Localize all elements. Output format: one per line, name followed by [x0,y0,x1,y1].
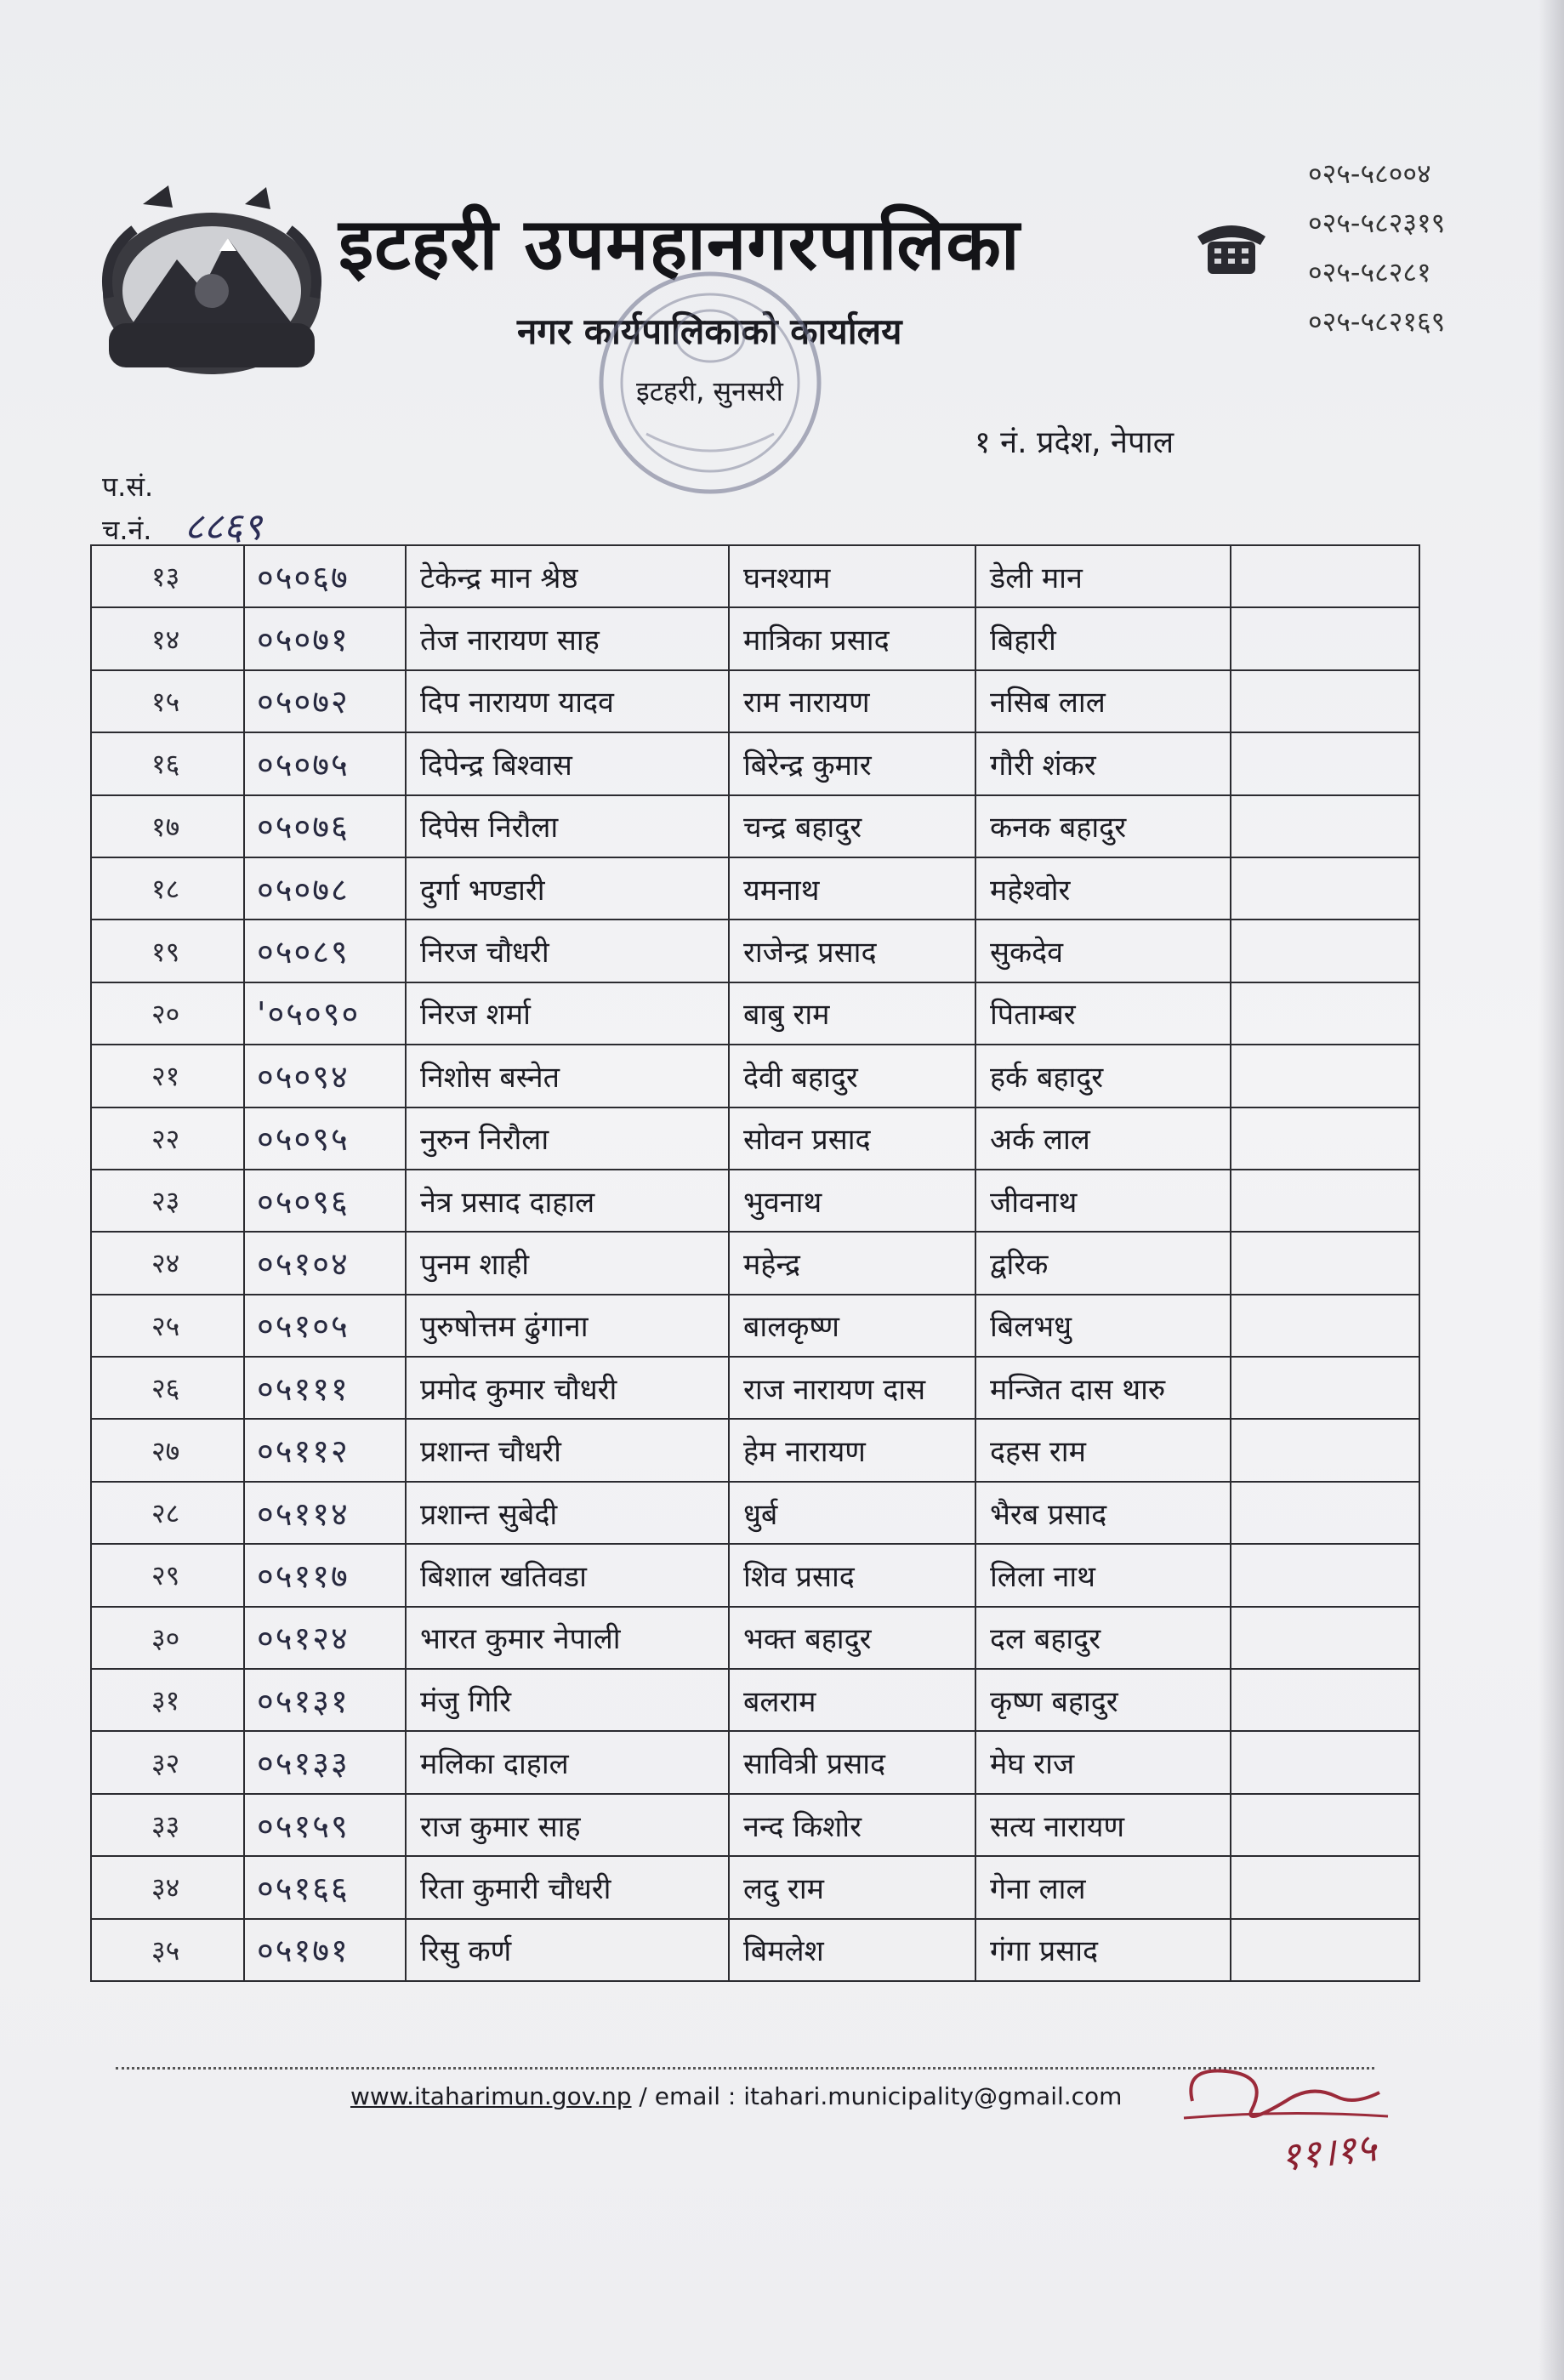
serial-number-cell: ३५ [91,1919,244,1981]
website-link[interactable]: www.itaharimun.gov.np [350,2082,632,2110]
grandfather-name-cell: मेघ राज [975,1731,1231,1793]
grandfather-name-cell: दल बहादुर [975,1607,1231,1669]
table-row [91,1919,1419,1981]
phone-numbers [1308,155,1445,352]
registration-number-cell: ०५०७८ [244,857,406,920]
serial-number-cell: ३२ [91,1731,244,1793]
candidate-name-cell: राज कुमार साह [406,1794,729,1856]
table-row [91,982,1419,1045]
remarks-cell [1231,1669,1419,1731]
remarks-cell [1231,670,1419,732]
office-city: इटहरी, सुनसरी [636,375,783,407]
remarks-cell [1231,1295,1419,1357]
candidate-name-cell: पुनम शाही [406,1232,729,1294]
table-row [91,545,1419,607]
grandfather-name-cell: पिताम्बर [975,982,1231,1045]
serial-number-cell: २५ [91,1295,244,1357]
remarks-cell [1231,732,1419,794]
father-name-cell: बालकृष्ण [729,1295,975,1357]
candidate-name-cell: मलिका दाहाल [406,1731,729,1793]
municipality-title: इटहरी उपमहानगरपालिका [338,202,1021,286]
candidate-name-cell: दिप नारायण यादव [406,670,729,732]
serial-number-cell: २२ [91,1107,244,1170]
serial-number-cell: ३३ [91,1794,244,1856]
registration-number-cell: ०५०९६ [244,1170,406,1232]
serial-number-cell: २४ [91,1232,244,1294]
remarks-cell [1231,1607,1419,1669]
table-row [91,1295,1419,1357]
serial-number-cell: १३ [91,545,244,607]
registration-number-cell: '०५०९० [244,982,406,1045]
registration-number-cell: ०५१७१ [244,1919,406,1981]
email-text: / email : itahari.municipality@gmail.com [631,2082,1123,2110]
candidate-name-cell: प्रशान्त चौधरी [406,1419,729,1481]
remarks-cell [1231,545,1419,607]
grandfather-name-cell: द्वरिक [975,1232,1231,1294]
father-name-cell: धुर्ब [729,1482,975,1544]
candidate-name-cell: पुरुषोत्तम ढुंगाना [406,1295,729,1357]
serial-number-cell: ३४ [91,1856,244,1918]
table-row [91,732,1419,794]
grandfather-name-cell: दहस राम [975,1419,1231,1481]
grandfather-name-cell: भैरब प्रसाद [975,1482,1231,1544]
table-row [91,1669,1419,1731]
candidate-name-cell: प्रमोद कुमार चौधरी [406,1357,729,1419]
remarks-cell [1231,1482,1419,1544]
father-name-cell: लदु राम [729,1856,975,1918]
grandfather-name-cell: जीवनाथ [975,1170,1231,1232]
grandfather-name-cell: मन्जित दास थारु [975,1357,1231,1419]
serial-number-cell: २६ [91,1357,244,1419]
table-row [91,1794,1419,1856]
remarks-cell [1231,1794,1419,1856]
father-name-cell: बाबु राम [729,982,975,1045]
registration-number-cell: ०५०७५ [244,732,406,794]
grandfather-name-cell: डेली मान [975,545,1231,607]
registration-number-cell: ०५०६७ [244,545,406,607]
remarks-cell [1231,857,1419,920]
candidate-name-cell: दिपेस निरौला [406,795,729,857]
candidate-name-cell: नेत्र प्रसाद दाहाल [406,1170,729,1232]
father-name-cell: नन्द किशोर [729,1794,975,1856]
table-row [91,1856,1419,1918]
table-row [91,795,1419,857]
candidate-name-cell: निशोस बस्नेत [406,1045,729,1107]
father-name-cell: बिमलेश [729,1919,975,1981]
candidate-name-cell: दुर्गा भण्डारी [406,857,729,920]
candidate-name-cell: रिता कुमारी चौधरी [406,1856,729,1918]
table-row [91,1607,1419,1669]
registration-number-cell: ०५०७६ [244,795,406,857]
remarks-cell [1231,1232,1419,1294]
serial-number-cell: १७ [91,795,244,857]
grandfather-name-cell: गंगा प्रसाद [975,1919,1231,1981]
serial-number-cell: ३१ [91,1669,244,1731]
office-subtitle: नगर कार्यपालिकाको कार्यालय [517,310,902,352]
table-row [91,1170,1419,1232]
serial-number-cell: १८ [91,857,244,920]
footer-contact [350,2082,1122,2110]
registration-number-cell: ०५११४ [244,1482,406,1544]
candidate-name-cell: टेकेन्द्र मान श्रेष्ठ [406,545,729,607]
registration-number-cell: ०५०९५ [244,1107,406,1170]
table-row [91,1419,1419,1481]
candidate-name-cell: नुरुन निरौला [406,1107,729,1170]
candidate-name-cell: निरज शर्मा [406,982,729,1045]
father-name-cell: भक्त बहादुर [729,1607,975,1669]
table-row [91,607,1419,669]
office-province: १ नं. प्रदेश, नेपाल [975,425,1174,460]
registration-number-cell: ०५११२ [244,1419,406,1481]
reference-block [102,466,262,550]
candidate-name-cell: प्रशान्त सुबेदी [406,1482,729,1544]
registration-number-cell: ०५१०५ [244,1295,406,1357]
grandfather-name-cell: नसिब लाल [975,670,1231,732]
grandfather-name-cell: महेश्वोर [975,857,1231,920]
candidate-name-cell: दिपेन्द्र बिश्वास [406,732,729,794]
grandfather-name-cell: हर्क बहादुर [975,1045,1231,1107]
table-row [91,1731,1419,1793]
candidate-name-cell: बिशाल खतिवडा [406,1544,729,1606]
grandfather-name-cell: गौरी शंकर [975,732,1231,794]
father-name-cell: सोवन प्रसाद [729,1107,975,1170]
father-name-cell: भुवनाथ [729,1170,975,1232]
father-name-cell: सावित्री प्रसाद [729,1731,975,1793]
chalani-number: ८८६९ [184,505,263,549]
remarks-cell [1231,1045,1419,1107]
grandfather-name-cell: कनक बहादुर [975,795,1231,857]
candidate-name-cell: निरज चौधरी [406,920,729,982]
serial-number-cell: १९ [91,920,244,982]
registration-number-cell: ०५१०४ [244,1232,406,1294]
phone-number: ०२५-५८२१६९ [1308,305,1446,338]
serial-number-cell: २९ [91,1544,244,1606]
father-name-cell: शिव प्रसाद [729,1544,975,1606]
table-row [91,1544,1419,1606]
grandfather-name-cell: कृष्ण बहादुर [975,1669,1231,1731]
remarks-cell [1231,1357,1419,1419]
registration-number-cell: ०५०८९ [244,920,406,982]
serial-number-cell: ३० [91,1607,244,1669]
grandfather-name-cell: लिला नाथ [975,1544,1231,1606]
remarks-cell [1231,1544,1419,1606]
remarks-cell [1231,1731,1419,1793]
office-stamp [587,255,833,510]
grandfather-name-cell: सुकदेव [975,920,1231,982]
remarks-cell [1231,1919,1419,1981]
father-name-cell: चन्द्र बहादुर [729,795,975,857]
remarks-cell [1231,795,1419,857]
registration-number-cell: ०५१३१ [244,1669,406,1731]
registration-number-cell: ०५१३३ [244,1731,406,1793]
candidate-name-cell: मंजु गिरि [406,1669,729,1731]
table-row [91,1045,1419,1107]
phone-number: ०२५-५८२३१९ [1308,207,1446,239]
serial-number-cell: २३ [91,1170,244,1232]
father-name-cell: राम नारायण [729,670,975,732]
candidate-name-cell: भारत कुमार नेपाली [406,1607,729,1669]
table-row [91,857,1419,920]
registration-number-cell: ०५११७ [244,1544,406,1606]
serial-number-cell: १५ [91,670,244,732]
table-row [91,670,1419,732]
remarks-cell [1231,607,1419,669]
serial-number-cell: २१ [91,1045,244,1107]
serial-number-cell: १६ [91,732,244,794]
registration-number-cell: ०५०९४ [244,1045,406,1107]
remarks-cell [1231,1170,1419,1232]
patra-sankhya-label: प.सं. [102,470,154,503]
remarks-cell [1231,920,1419,982]
serial-number-cell: २० [91,982,244,1045]
table-row [91,1357,1419,1419]
father-name-cell: बिरेन्द्र कुमार [729,732,975,794]
remarks-cell [1231,1856,1419,1918]
remarks-cell [1231,1419,1419,1481]
registration-number-cell: ०५१५९ [244,1794,406,1856]
father-name-cell: हेम नारायण [729,1419,975,1481]
registration-number-cell: ०५१२४ [244,1607,406,1669]
paper-edge-shadow [1538,0,1564,2380]
remarks-cell [1231,982,1419,1045]
nepal-emblem-icon [92,179,332,391]
grandfather-name-cell: सत्य नारायण [975,1794,1231,1856]
phone-number: ०२५-५८२८१ [1308,256,1431,288]
table-row [91,920,1419,982]
father-name-cell: महेन्द्र [729,1232,975,1294]
phone-number: ०२५-५८००४ [1308,157,1431,190]
registration-number-cell: ०५१११ [244,1357,406,1419]
grandfather-name-cell: बिलभधु [975,1295,1231,1357]
candidate-table [90,544,1420,1982]
candidate-name-cell: रिसु कर्ण [406,1919,729,1981]
table-row [91,1232,1419,1294]
father-name-cell: घनश्याम [729,545,975,607]
grandfather-name-cell: गेना लाल [975,1856,1231,1918]
father-name-cell: देवी बहादुर [729,1045,975,1107]
father-name-cell: मात्रिका प्रसाद [729,607,975,669]
father-name-cell: यमनाथ [729,857,975,920]
chalani-label: च.नं. [102,514,152,546]
serial-number-cell: २८ [91,1482,244,1544]
candidate-name-cell: तेज नारायण साह [406,607,729,669]
grandfather-name-cell: अर्क लाल [975,1107,1231,1170]
signature-number: ११।१५ [1277,2124,1379,2180]
grandfather-name-cell: बिहारी [975,607,1231,669]
registration-number-cell: ०५०७२ [244,670,406,732]
table-row [91,1107,1419,1170]
table-row [91,1482,1419,1544]
father-name-cell: बलराम [729,1669,975,1731]
remarks-cell [1231,1107,1419,1170]
serial-number-cell: २७ [91,1419,244,1481]
telephone-icon [1192,214,1271,279]
serial-number-cell: १४ [91,607,244,669]
table-body [91,545,1419,1981]
father-name-cell: राज नारायण दास [729,1357,975,1419]
registration-number-cell: ०५१६६ [244,1856,406,1918]
registration-number-cell: ०५०७१ [244,607,406,669]
father-name-cell: राजेन्द्र प्रसाद [729,920,975,982]
